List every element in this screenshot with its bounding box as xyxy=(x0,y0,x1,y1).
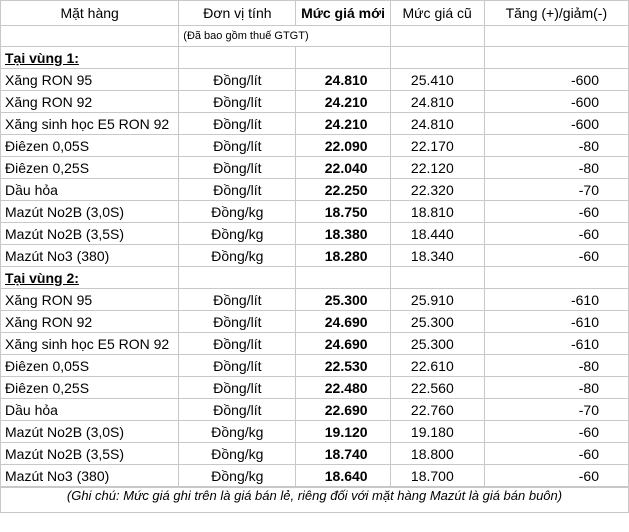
item-cell: Điêzen 0,05S xyxy=(1,355,179,377)
unit-cell: Đồng/kg xyxy=(179,421,296,443)
header-unit: Đơn vị tính xyxy=(179,1,296,26)
tax-note: (Đã bao gồm thuế GTGT) xyxy=(179,26,390,47)
old-price-cell: 22.610 xyxy=(390,355,484,377)
change-cell: -80 xyxy=(484,135,628,157)
new-price-cell: 18.380 xyxy=(296,223,390,245)
unit-cell: Đồng/lít xyxy=(179,311,296,333)
change-cell: -80 xyxy=(484,157,628,179)
table-row xyxy=(1,333,629,355)
change-cell: -60 xyxy=(484,465,628,487)
table-row xyxy=(1,289,629,311)
old-price-cell: 22.120 xyxy=(390,157,484,179)
table-row xyxy=(1,245,629,267)
table-row xyxy=(1,421,629,443)
unit-cell: Đồng/lít xyxy=(179,69,296,91)
header-sub-empty xyxy=(1,26,179,47)
change-cell: -70 xyxy=(484,179,628,201)
new-price-cell: 19.120 xyxy=(296,421,390,443)
new-price-cell: 22.040 xyxy=(296,157,390,179)
table-row xyxy=(1,201,629,223)
item-cell: Xăng RON 92 xyxy=(1,91,179,113)
empty-cell xyxy=(179,47,296,69)
region-header-row xyxy=(1,47,629,69)
new-price-cell: 22.090 xyxy=(296,135,390,157)
table-row xyxy=(1,377,629,399)
unit-cell: Đồng/lít xyxy=(179,91,296,113)
table-row xyxy=(1,223,629,245)
new-price-cell: 18.640 xyxy=(296,465,390,487)
new-price-cell: 24.690 xyxy=(296,333,390,355)
header-sub-empty xyxy=(390,26,484,47)
new-price-cell: 18.740 xyxy=(296,443,390,465)
header-sub-empty xyxy=(484,26,628,47)
item-cell: Xăng RON 95 xyxy=(1,69,179,91)
change-cell: -60 xyxy=(484,421,628,443)
table-row xyxy=(1,399,629,421)
new-price-cell: 18.750 xyxy=(296,201,390,223)
new-price-cell: 24.810 xyxy=(296,69,390,91)
new-price-cell: 22.690 xyxy=(296,399,390,421)
item-cell: Mazút No2B (3,0S) xyxy=(1,421,179,443)
item-cell: Mazút No2B (3,0S) xyxy=(1,201,179,223)
item-cell: Điêzen 0,25S xyxy=(1,157,179,179)
old-price-cell: 24.810 xyxy=(390,91,484,113)
change-cell: -70 xyxy=(484,399,628,421)
item-cell: Dầu hỏa xyxy=(1,179,179,201)
unit-cell: Đồng/kg xyxy=(179,245,296,267)
new-price-cell: 24.210 xyxy=(296,91,390,113)
old-price-cell: 25.300 xyxy=(390,311,484,333)
change-cell: -80 xyxy=(484,355,628,377)
empty-cell xyxy=(390,267,484,289)
item-cell: Điêzen 0,05S xyxy=(1,135,179,157)
table-row xyxy=(1,91,629,113)
item-cell: Xăng sinh học E5 RON 92 xyxy=(1,333,179,355)
old-price-cell: 18.440 xyxy=(390,223,484,245)
table-row xyxy=(1,443,629,465)
new-price-cell: 22.480 xyxy=(296,377,390,399)
table-row xyxy=(1,113,629,135)
old-price-cell: 25.910 xyxy=(390,289,484,311)
item-cell: Xăng RON 95 xyxy=(1,289,179,311)
change-cell: -600 xyxy=(484,69,628,91)
unit-cell: Đồng/kg xyxy=(179,201,296,223)
new-price-cell: 22.250 xyxy=(296,179,390,201)
change-cell: -610 xyxy=(484,311,628,333)
header-subrow xyxy=(1,26,629,47)
table-row xyxy=(1,135,629,157)
footnote: (Ghi chú: Mức giá ghi trên là giá bán lẻ, riêng đối với mặt hàng Mazút là giá bán buôn) xyxy=(0,487,629,513)
table-row xyxy=(1,179,629,201)
empty-cell xyxy=(484,267,628,289)
change-cell: -60 xyxy=(484,201,628,223)
header-new-price: Mức giá mới xyxy=(296,1,390,26)
change-cell: -80 xyxy=(484,377,628,399)
new-price-cell: 25.300 xyxy=(296,289,390,311)
item-cell: Xăng sinh học E5 RON 92 xyxy=(1,113,179,135)
item-cell: Mazút No3 (380) xyxy=(1,245,179,267)
region-title: Tại vùng 2: xyxy=(1,267,179,289)
item-cell: Điêzen 0,25S xyxy=(1,377,179,399)
old-price-cell: 18.800 xyxy=(390,443,484,465)
empty-cell xyxy=(296,267,390,289)
region-title: Tại vùng 1: xyxy=(1,47,179,69)
new-price-cell: 18.280 xyxy=(296,245,390,267)
table-row xyxy=(1,311,629,333)
old-price-cell: 18.810 xyxy=(390,201,484,223)
table-row xyxy=(1,465,629,487)
header-row xyxy=(1,1,629,26)
old-price-cell: 18.700 xyxy=(390,465,484,487)
item-cell: Mazút No2B (3,5S) xyxy=(1,443,179,465)
table-body xyxy=(1,1,629,487)
new-price-cell: 22.530 xyxy=(296,355,390,377)
unit-cell: Đồng/kg xyxy=(179,443,296,465)
change-cell: -60 xyxy=(484,443,628,465)
old-price-cell: 25.300 xyxy=(390,333,484,355)
unit-cell: Đồng/kg xyxy=(179,223,296,245)
item-cell: Mazút No3 (380) xyxy=(1,465,179,487)
unit-cell: Đồng/lít xyxy=(179,355,296,377)
empty-cell xyxy=(179,267,296,289)
item-cell: Xăng RON 92 xyxy=(1,311,179,333)
empty-cell xyxy=(484,47,628,69)
old-price-cell: 22.560 xyxy=(390,377,484,399)
change-cell: -610 xyxy=(484,333,628,355)
unit-cell: Đồng/lít xyxy=(179,179,296,201)
old-price-cell: 18.340 xyxy=(390,245,484,267)
table-row xyxy=(1,69,629,91)
old-price-cell: 25.410 xyxy=(390,69,484,91)
old-price-cell: 22.170 xyxy=(390,135,484,157)
change-cell: -60 xyxy=(484,223,628,245)
empty-cell xyxy=(296,47,390,69)
unit-cell: Đồng/lít xyxy=(179,157,296,179)
table-row xyxy=(1,157,629,179)
header-old-price: Mức giá cũ xyxy=(390,1,484,26)
new-price-cell: 24.690 xyxy=(296,311,390,333)
header-change: Tăng (+)/giảm(-) xyxy=(484,1,628,26)
unit-cell: Đồng/lít xyxy=(179,135,296,157)
change-cell: -60 xyxy=(484,245,628,267)
region-header-row xyxy=(1,267,629,289)
change-cell: -600 xyxy=(484,113,628,135)
unit-cell: Đồng/lít xyxy=(179,113,296,135)
empty-cell xyxy=(390,47,484,69)
change-cell: -600 xyxy=(484,91,628,113)
unit-cell: Đồng/lít xyxy=(179,377,296,399)
old-price-cell: 24.810 xyxy=(390,113,484,135)
unit-cell: Đồng/kg xyxy=(179,465,296,487)
header-item: Mặt hàng xyxy=(1,1,179,26)
old-price-cell: 22.760 xyxy=(390,399,484,421)
item-cell: Mazút No2B (3,5S) xyxy=(1,223,179,245)
change-cell: -610 xyxy=(484,289,628,311)
unit-cell: Đồng/lít xyxy=(179,399,296,421)
unit-cell: Đồng/lít xyxy=(179,333,296,355)
unit-cell: Đồng/lít xyxy=(179,289,296,311)
table-row xyxy=(1,355,629,377)
new-price-cell: 24.210 xyxy=(296,113,390,135)
old-price-cell: 19.180 xyxy=(390,421,484,443)
item-cell: Dầu hỏa xyxy=(1,399,179,421)
old-price-cell: 22.320 xyxy=(390,179,484,201)
